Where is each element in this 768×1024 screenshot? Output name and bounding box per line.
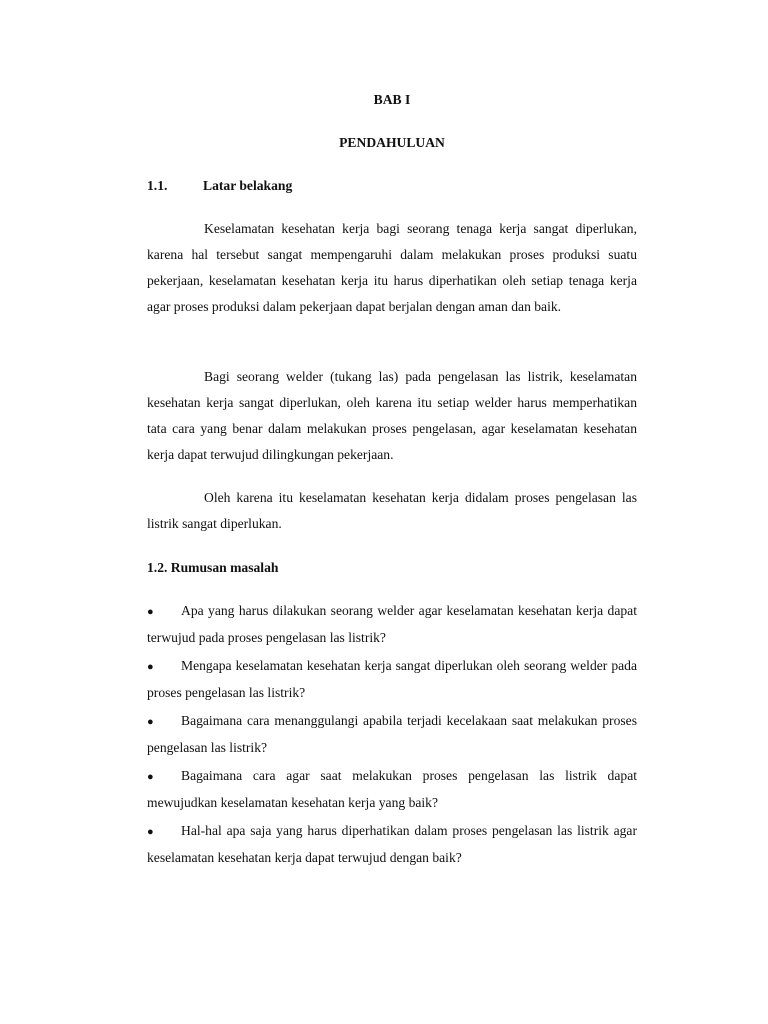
bullet-icon: ● [147,606,154,618]
section-heading-rumusan-masalah: 1.2. Rumusan masalah [147,560,279,575]
section-title: Latar belakang [203,178,293,193]
list-item [147,763,637,816]
bullet-icon: ● [147,661,154,673]
paragraph: Bagi seorang welder (tukang las) pada pengelasan las listrik, keselamatan kesehatan kerja sangat diperlukan, oleh karena itu setiap welder harus memperhatikan tata cara yang benar dalam melakukan proses pengelasan, agar keselamatan kesehatan kerja dapat terwujud dilingkungan pekerjaan. [147,369,637,462]
bullet-icon: ● [147,771,154,783]
list-item [147,653,637,706]
paragraph: Keselamatan kesehatan kerja bagi seorang tenaga kerja sangat diperlukan, karena hal tersebut sangat mempengaruhi dalam melakukan proses produksi suatu pekerjaan, keselamatan kesehatan kerja itu harus diperhatikan oleh setiap tenaga kerja agar proses produksi dalam pekerjaan dapat berjalan dengan aman dan baik. [147,221,637,314]
section-heading-latar-belakang [147,177,292,195]
section-number: 1.1. [147,178,168,193]
bullet-icon: ● [147,826,154,838]
list-item-text: Bagaimana cara agar saat melakukan proses pengelasan las listrik dapat mewujudkan keselamatan kesehatan kerja yang baik? [147,768,637,810]
chapter-title: PENDAHULUAN [339,135,445,150]
list-item [147,818,637,871]
list-item [147,708,637,761]
bullet-icon: ● [147,716,154,728]
list-item-text: Bagaimana cara menanggulangi apabila terjadi kecelakaan saat melakukan proses pengelasan las listrik? [147,713,637,755]
list-item [147,598,637,651]
list-item-text: Hal-hal apa saja yang harus diperhatikan dalam proses pengelasan las listrik agar keselamatan kesehatan kerja dapat terwujud dengan baik? [147,823,637,865]
paragraph: Oleh karena itu keselamatan kesehatan kerja didalam proses pengelasan las listrik sangat diperlukan. [147,490,637,531]
list-item-text: Mengapa keselamatan kesehatan kerja sangat diperlukan oleh seorang welder pada proses pengelasan las listrik? [147,658,637,700]
chapter-label: BAB I [373,92,411,107]
list-item-text: Apa yang harus dilakukan seorang welder agar keselamatan kesehatan kerja dapat terwujud pada proses pengelasan las listrik? [147,603,637,645]
